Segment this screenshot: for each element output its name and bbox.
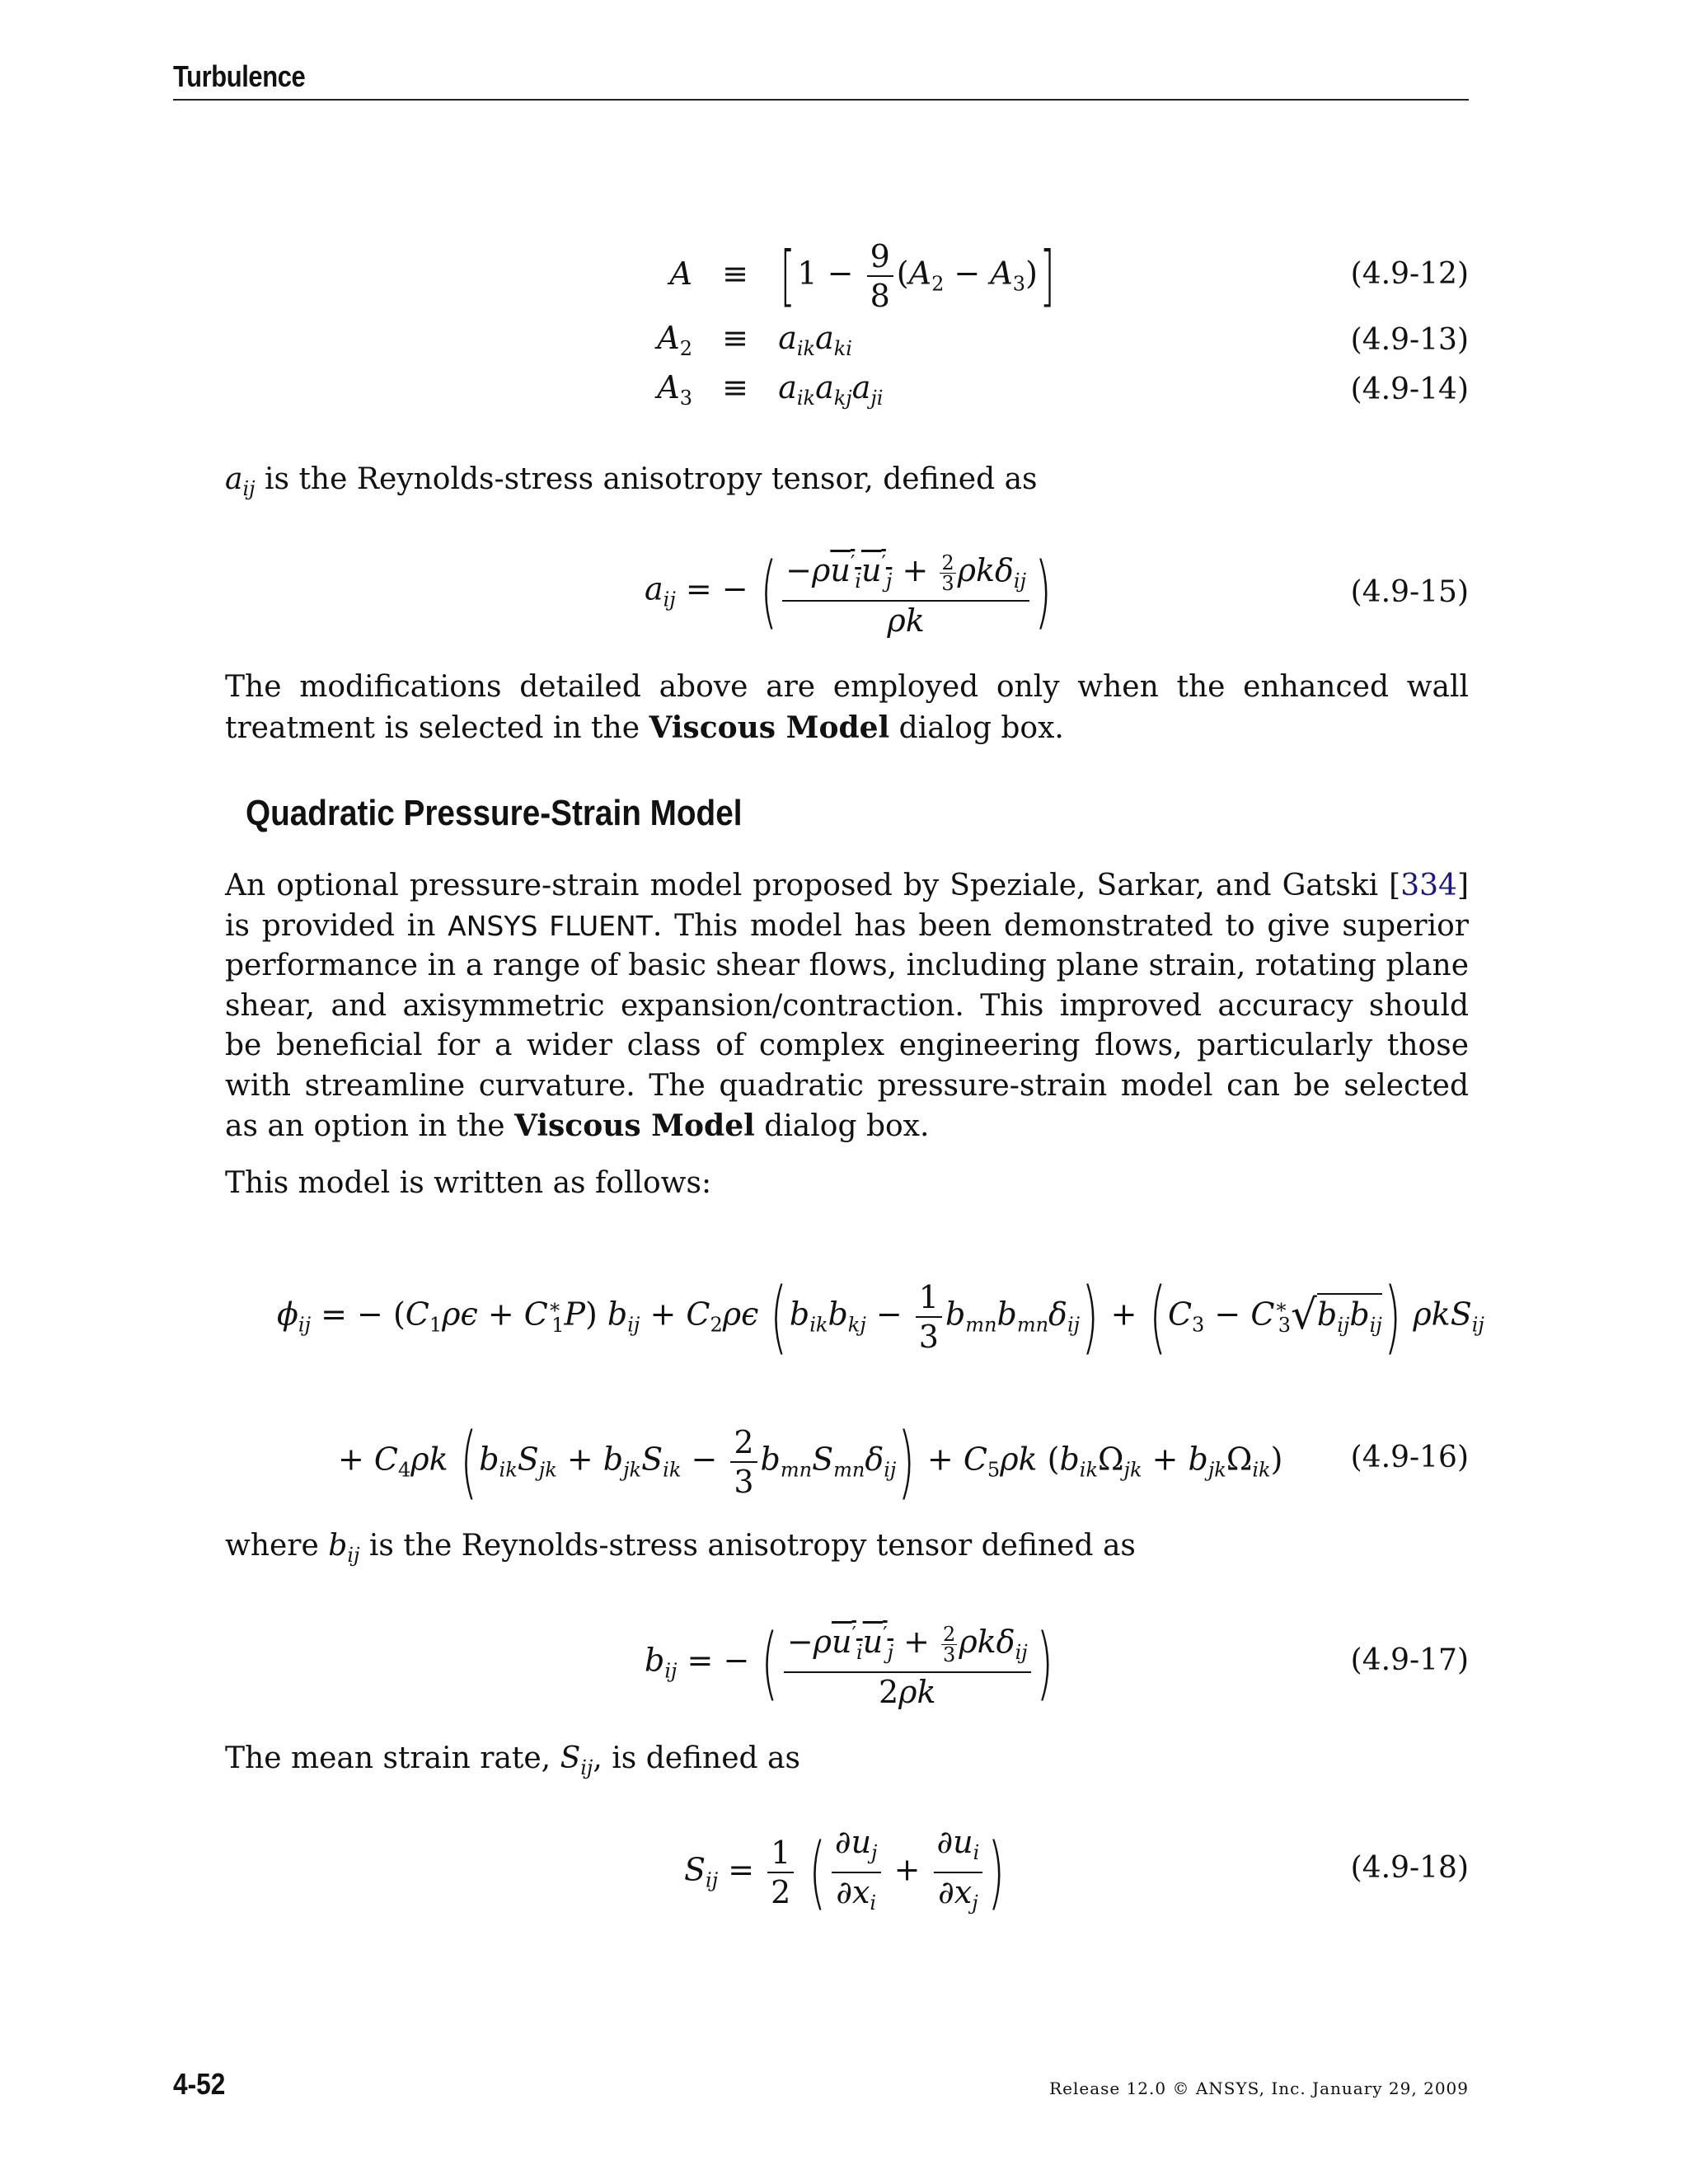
paragraph-aij-definition: $a_{ij}$ is the Reynolds-stress anisotropy tensor, defined as xyxy=(225,462,1038,500)
equation-4-9-13: $A_2 \equiv a_{ik}a_{ki}$ xyxy=(657,320,852,360)
equation-number: (4.9-18) xyxy=(1350,1851,1469,1885)
equation-4-9-18: $S_{ij}$ = $\frac{1}{2}$ ( $\frac{\partial u_j}{\partial x_i}$ + $\frac{\partial u_i}{\partial x_j}$ ) xyxy=(684,1824,1006,1919)
equation-4-9-16-line1: $\phi_{ij}$ = − $(C_1\rho\epsilon + C^∗_1P) b_{ij} + C_2\rho\epsilon$ ($b_{ik}b_{kj}$ − $\frac{1}{3}$ $b_{mn}b_{mn}\delta_{ij}) + (C_3 - C^∗_3√b_{ij}b_{ij})$ ρkS$_{ij}$ xyxy=(277,1271,1484,1363)
equation-number: (4.9-16) xyxy=(1350,1441,1469,1474)
equation-4-9-14: $A_3 \equiv a_{ik}a_{kj}a_{ji}$ xyxy=(657,369,884,410)
section-title: Quadratic Pressure-Strain Model xyxy=(246,793,743,833)
equation-number: (4.9-13) xyxy=(1350,323,1469,357)
paragraph-quadratic-model: An optional pressure-strain model proposed by Speziale, Sarkar, and Gatski [334] is provided in ANSYS FLUENT. This model has been demonstrated to give superior performance in a range of basic shear flows, including plane strain, rotating plane shear, and axisymmetric expansion/contraction. This improved accuracy should be beneficial for a wider class of complex engineering flows, particularly those with streamline curvature. The quadratic pressure-strain model can be selected as an option in the Viscous Model dialog box. xyxy=(225,869,1470,1143)
page-number: 4-52 xyxy=(173,2067,226,2101)
equation-4-9-15: $a_{ij}$ = − ( $-\rho u'_iu'_j$ + $\frac{2}{3}$ ρkδ$_{ij}$ ρk ) xyxy=(645,546,1053,639)
citation-link[interactable]: 334 xyxy=(1400,869,1457,902)
paragraph-strain-rate: The mean strain rate, $S_{ij}$, is defined as xyxy=(225,1741,800,1779)
equation-number: (4.9-15) xyxy=(1350,575,1469,609)
paragraph-modifications: The modifications detailed above are employed only when the enhanced wall treatment is selected in the Viscous Model dialog box. xyxy=(225,670,1469,745)
paragraph-where-bij: where $b_{ij}$ is the Reynolds-stress anisotropy tensor defined as xyxy=(225,1529,1136,1567)
equation-number: (4.9-12) xyxy=(1350,257,1469,291)
equation-number: (4.9-17) xyxy=(1350,1643,1469,1677)
equation-4-9-16-line2: + $C_4\rho k$ ($b_{ik}S_{jk} + b_{jk}S_{ik}$ − $\frac{2}{3}$ $b_{mn}S_{mn}\delta_{ij}) + C_5\rho k$ $(b_{ik}\Omega_{jk} + b_{jk}\Omega_{ik})$ xyxy=(338,1416,1283,1508)
equation-4-9-17: $b_{ij}$ = − ( $-\rho u'_iu'_j$ + $\frac{2}{3}$ ρkδ$_{ij}$ 2ρk ) xyxy=(645,1617,1053,1710)
header-title: Turbulence xyxy=(173,59,306,93)
paragraph-written-as: This model is written as follows: xyxy=(225,1166,712,1200)
page-header xyxy=(173,59,1469,101)
equation-number: (4.9-14) xyxy=(1350,373,1469,406)
equation-4-9-12: A ≡ [1 − $\frac{9}{8}$ $(A_2 - A_3)$] xyxy=(669,237,1055,314)
release-info: Release 12.0 © ANSYS, Inc. January 29, 2009 xyxy=(1049,2079,1469,2098)
